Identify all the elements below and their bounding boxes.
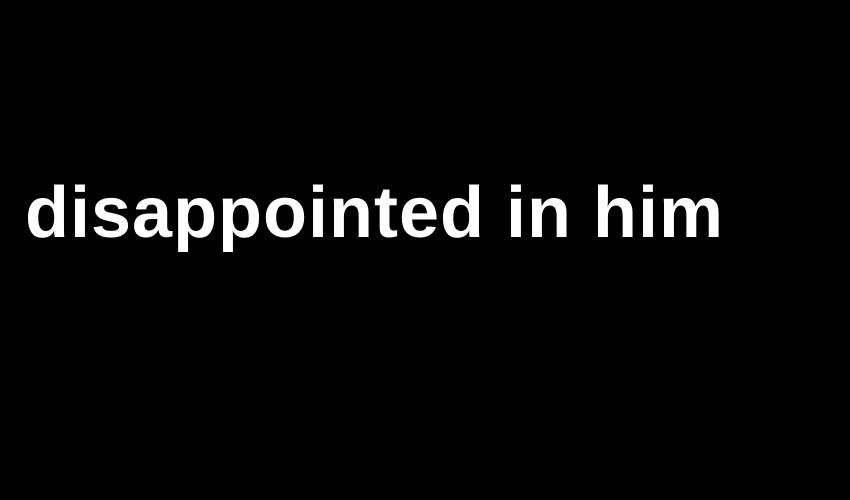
caption-text: disappointed in him (25, 173, 724, 253)
